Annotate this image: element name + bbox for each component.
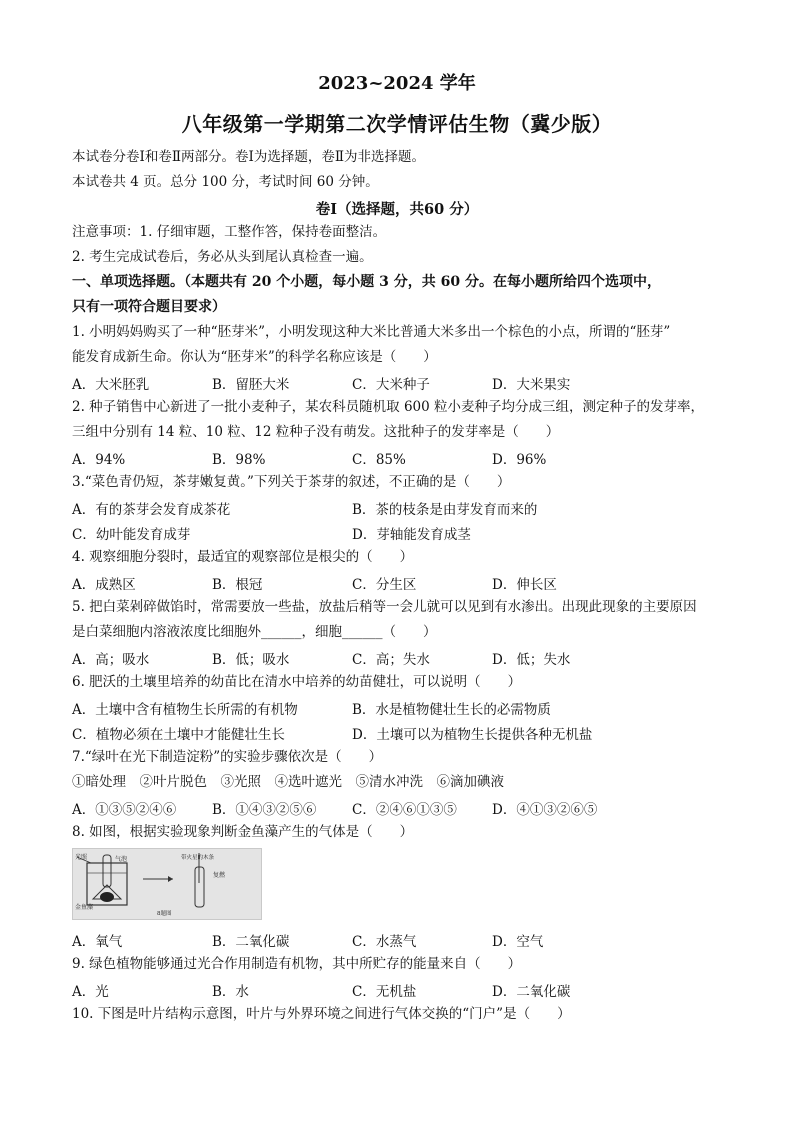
- q7-option-c: C．②④⑥①③⑤: [352, 802, 457, 818]
- label-relight: 复燃: [213, 872, 226, 879]
- q3-option-a: A．有的茶芽会发育成茶花: [72, 502, 231, 518]
- q5-option-c: C．高；失水: [352, 652, 430, 668]
- question-5-line-2: 是白菜细胞内溶液浓度比细胞外______，细胞______（ ）: [72, 624, 437, 640]
- notice-line-1: 注意事项：1. 仔细审题，工整作答，保持卷面整洁。: [72, 224, 387, 240]
- question-4-line-1: 4. 观察细胞分裂时，最适宜的观察部位是根尖的（ ）: [72, 549, 414, 565]
- q2-option-d: D．96%: [492, 452, 547, 468]
- experiment-diagram: [73, 849, 261, 919]
- q9-option-d: D．二氧化碳: [492, 984, 571, 1000]
- question-7-steps: ①暗处理 ②叶片脱色 ③光照 ④选叶遮光 ⑤清水冲洗 ⑥滴加碘液: [72, 774, 504, 790]
- q4-option-b: B．根冠: [212, 577, 263, 593]
- question-2-line-2: 三组中分别有 14 粒、10 粒、12 粒种子没有萌发。这批种子的发芽率是（ ）: [72, 424, 560, 440]
- question-3-line-1: 3.“菜色青仍短，茶芽嫩复黄。”下列关于茶芽的叙述，不正确的是（ ）: [72, 474, 511, 490]
- q2-option-b: B．98%: [212, 452, 266, 468]
- q1-option-a: A．大米胚乳: [72, 377, 150, 393]
- label-light: 光照: [75, 854, 88, 861]
- q4-option-a: A．成熟区: [72, 577, 136, 593]
- exam-year: 2023~2024 学年: [318, 73, 476, 94]
- question-9-line-1: 9. 绿色植物能够通过光合作用制造有机物，其中所贮存的能量来自（ ）: [72, 956, 522, 972]
- q4-option-d: D．伸长区: [492, 577, 557, 593]
- q3-option-c: C．幼叶能发育成芽: [72, 527, 191, 543]
- q8-option-d: D．空气: [492, 934, 544, 950]
- q6-option-b: B．水是植物健壮生长的必需物质: [352, 702, 551, 718]
- q6-option-d: D．土壤可以为植物生长提供各种无机盐: [352, 727, 593, 743]
- label-bubble: 气泡: [115, 856, 128, 863]
- q5-option-b: B．低；吸水: [212, 652, 290, 668]
- q7-option-d: D．④①③②⑥⑤: [492, 802, 598, 818]
- notice-line-2: 2. 考生完成试卷后，务必从头到尾认真检查一遍。: [72, 249, 373, 265]
- experiment-figure: [72, 848, 262, 920]
- q5-option-d: D．低；失水: [492, 652, 571, 668]
- q7-option-b: B．①④③②⑤⑥: [212, 802, 317, 818]
- figure-caption: 8题图: [157, 911, 172, 917]
- q7-option-a: A．①③⑤②④⑥: [72, 802, 177, 818]
- question-1-line-2: 能发育成新生命。你认为“胚芽米”的科学名称应该是（ ）: [72, 349, 437, 365]
- question-6-line-1: 6. 肥沃的土壤里培养的幼苗比在清水中培养的幼苗健壮，可以说明（ ）: [72, 674, 522, 690]
- q3-option-d: D．芽轴能发育成茎: [352, 527, 471, 543]
- q6-option-c: C．植物必须在土壤中才能健壮生长: [72, 727, 285, 743]
- q1-option-b: B．留胚大米: [212, 377, 290, 393]
- q8-option-c: C．水蒸气: [352, 934, 417, 950]
- question-10-line-1: 10. 下图是叶片结构示意图，叶片与外界环境之间进行气体交换的“门户”是（ ）: [72, 1006, 571, 1022]
- intro-line-2: 本试卷共 4 页。总分 100 分，考试时间 60 分钟。: [72, 174, 379, 190]
- q9-option-b: B．水: [212, 984, 249, 1000]
- q8-option-a: A．氧气: [72, 934, 123, 950]
- question-1-line-1: 1. 小明妈妈购买了一种“胚芽米”，小明发现这种大米比普通大米多出一个棕色的小点，所谓的“胚芽”: [72, 324, 671, 340]
- label-plant: 金鱼藻: [75, 904, 94, 911]
- q3-option-b: B．茶的枝条是由芽发育而来的: [352, 502, 538, 518]
- q1-option-c: C．大米种子: [352, 377, 430, 393]
- question-5-line-1: 5. 把白菜剁碎做馅时，常需要放一些盐，放盐后稍等一会儿就可以见到有水渗出。出现此现象的主要原因: [72, 599, 697, 615]
- section-title: 卷Ⅰ（选择题，共60 分）: [315, 201, 479, 218]
- process-arrow-head: [168, 876, 173, 882]
- question-7-line-1: 7.“绿叶在光下制造淀粉”的实验步骤依次是（ ）: [72, 749, 383, 765]
- q4-option-c: C．分生区: [352, 577, 417, 593]
- q5-option-a: A．高；吸水: [72, 652, 150, 668]
- goldfish-weed: [100, 892, 114, 902]
- q2-option-a: A．94%: [72, 452, 126, 468]
- intro-line-1: 本试卷分卷Ⅰ和卷Ⅱ两部分。卷Ⅰ为选择题，卷Ⅱ为非选择题。: [72, 149, 426, 165]
- q6-option-a: A．土壤中含有植物生长所需的有机物: [72, 702, 298, 718]
- q9-option-a: A．光: [72, 984, 109, 1000]
- q1-option-d: D．大米果实: [492, 377, 571, 393]
- part-heading-line-1: 一、单项选择题。（本题共有 20 个小题，每小题 3 分，共 60 分。在每小题所给四个选项中，: [72, 274, 661, 290]
- label-splint: 带火星的木条: [181, 855, 215, 861]
- part-heading-line-2: 只有一项符合题目要求）: [72, 299, 226, 315]
- question-8-line-1: 8. 如图，根据实验现象判断金鱼藻产生的气体是（ ）: [72, 824, 414, 840]
- exam-title: 八年级第一学期第二次学情评估生物（冀少版）: [181, 112, 613, 136]
- q9-option-c: C．无机盐: [352, 984, 417, 1000]
- question-2-line-1: 2. 种子销售中心新进了一批小麦种子，某农科员随机取 600 粒小麦种子均分成三组，测定种子的发芽率，: [72, 399, 705, 415]
- test-tube: [103, 855, 111, 887]
- q8-option-b: B．二氧化碳: [212, 934, 290, 950]
- q2-option-c: C．85%: [352, 452, 406, 468]
